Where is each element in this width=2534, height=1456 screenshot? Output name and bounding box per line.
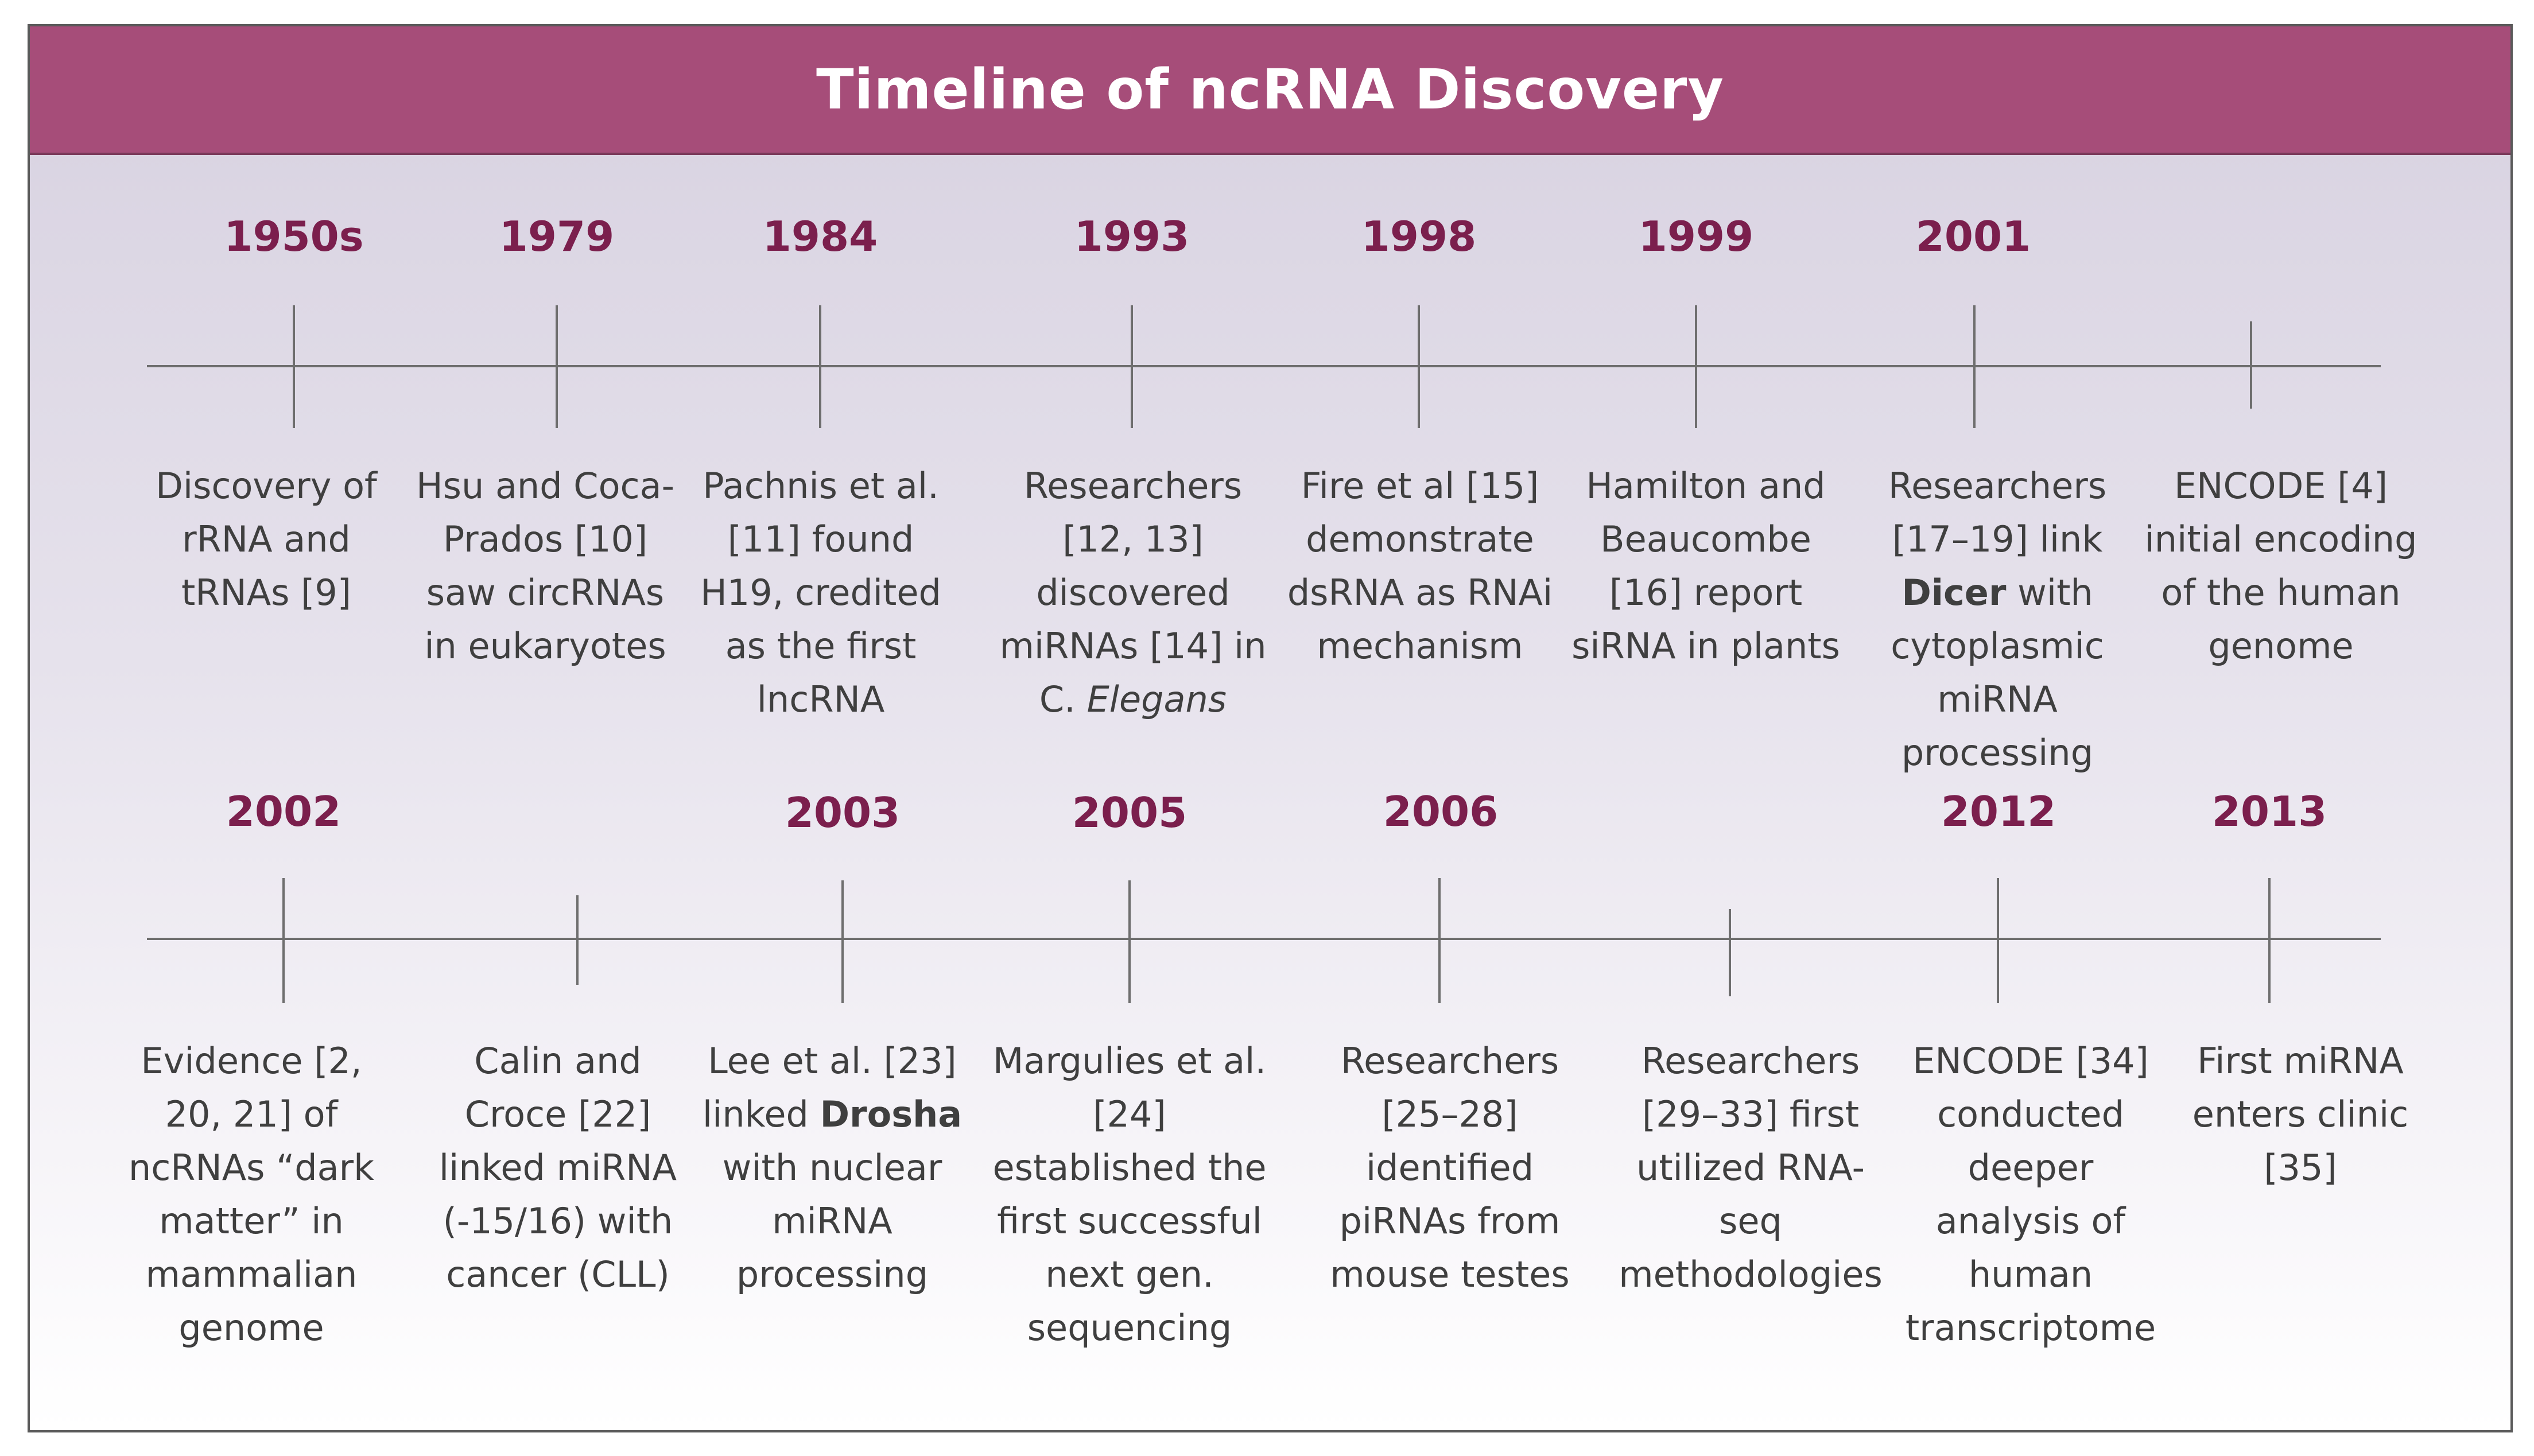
- tick-2006: [1438, 878, 1441, 1003]
- event-text: Fire et al [15] demonstrate dsRNA as RNAi mechanism: [1287, 465, 1553, 667]
- year-label: 1998: [1361, 212, 1477, 261]
- event-text: Evidence [2, 20, 21] of ncRNAs “dark matter” in mammalian genome: [128, 1040, 375, 1349]
- year-label: 1999: [1638, 212, 1754, 261]
- year-label: 2002: [226, 787, 342, 836]
- tick-1984: [819, 305, 821, 428]
- year-label: 2005: [1072, 789, 1188, 837]
- year-label: 2003: [785, 789, 901, 837]
- event-text: Researchers [29–33] first utilized RNA-seq methodologies: [1619, 1040, 1883, 1295]
- event-text: Researchers [17–19] link Dicer with cytoplasmic miRNA processing: [1888, 465, 2107, 774]
- page-title: Timeline of ncRNA Discovery: [816, 57, 1724, 122]
- year-label: 1993: [1074, 212, 1190, 261]
- tick-2013: [2268, 878, 2271, 1003]
- tick-2005: [1128, 880, 1131, 1003]
- event-text: Pachnis et al. [11] found H19, credited as the first lncRNA: [700, 465, 941, 720]
- event-text: ENCODE [4] initial encoding of the human genome: [2144, 465, 2417, 667]
- event-text: Lee et al. [23] linked Drosha with nuclear miRNA processing: [702, 1040, 963, 1295]
- timeline-axis-top: [147, 365, 2381, 367]
- timeline-axis-bottom: [147, 938, 2381, 940]
- event-text: Hamilton and Beaucombe [16] report siRNA in plants: [1571, 465, 1840, 667]
- event-text: First miRNA enters clinic [35]: [2192, 1040, 2409, 1189]
- event-text: Researchers [12, 13] discovered miRNAs [14] in C. Elegans: [999, 465, 1267, 720]
- tick-rna-seq: [1729, 909, 1731, 996]
- year-label: 1979: [499, 212, 615, 261]
- tick-2001: [1973, 305, 1976, 428]
- year-label: 2001: [1915, 212, 2031, 261]
- event-text: Researchers [25–28] identified piRNAs from mouse testes: [1330, 1040, 1570, 1295]
- year-label: 1984: [762, 212, 878, 261]
- event-text: Margulies et al. [24] established the first successful next gen. sequencing: [992, 1040, 1267, 1349]
- year-label: 1950s: [224, 212, 364, 261]
- event-text: Calin and Croce [22] linked miRNA (-15/16) with cancer (CLL): [438, 1040, 677, 1295]
- tick-1999: [1695, 305, 1697, 428]
- tick-encode-initial: [2250, 321, 2252, 409]
- tick-2003: [841, 880, 844, 1003]
- tick-1993: [1131, 305, 1133, 428]
- tick-calin-croce: [576, 895, 579, 985]
- event-text: Hsu and Coca-Prados [10] saw circRNAs in eukaryotes: [416, 465, 674, 667]
- tick-1979: [556, 305, 558, 428]
- event-text: ENCODE [34] conducted deeper analysis of human transcriptome: [1905, 1040, 2156, 1349]
- year-label: 2013: [2211, 787, 2327, 836]
- tick-2002: [282, 878, 285, 1003]
- year-label: 2012: [1941, 787, 2056, 836]
- tick-1950s: [293, 305, 295, 428]
- tick-1998: [1418, 305, 1420, 428]
- year-label: 2006: [1383, 787, 1499, 836]
- tick-2012: [1997, 878, 1999, 1003]
- event-text: Discovery of rRNA and tRNAs [9]: [156, 465, 377, 614]
- title-banner: [30, 26, 2510, 155]
